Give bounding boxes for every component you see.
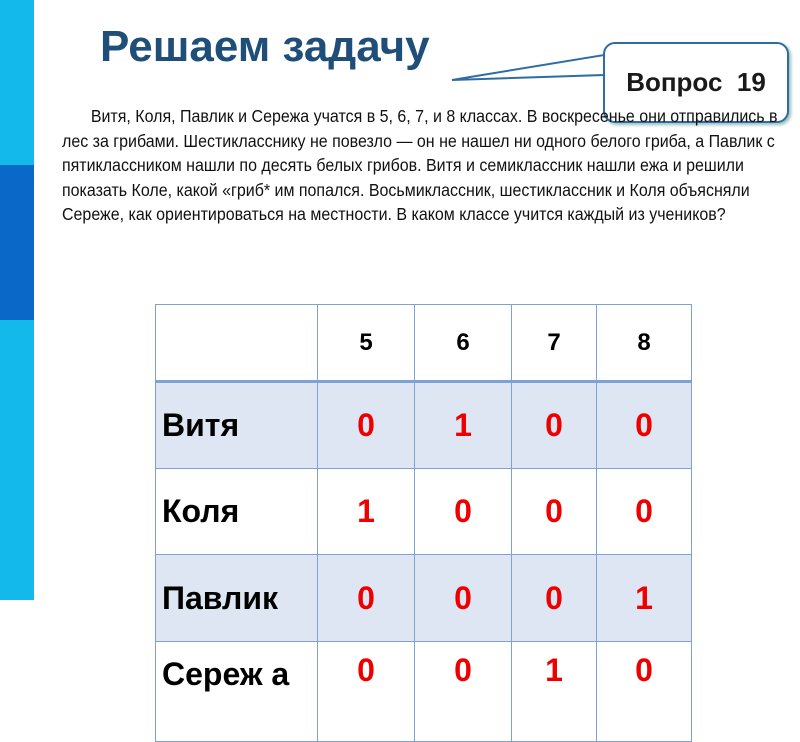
sidebar-stripe-middle — [0, 165, 34, 320]
cell-value: 0 — [318, 642, 415, 742]
problem-paragraph: Витя, Коля, Павлик и Сережа учатся в 5, 6, 7, и 8 классах. В воскресенье они отправились в лес за грибами. Шестикласснику не повезло — он не нашел ни одного белого гриба, а Павлик с пятиклассником нашли по десять белых грибов. Витя и семиклассник нашли ежа и решили показать Коле, какой «гриб* им попался. Восьмиклассник, шестиклассник и Коля объясняли Сереже, как ориентироваться на местности. В каком классе учится каждый из учеников? — [62, 106, 778, 225]
table-row — [156, 555, 692, 642]
sidebar-stripe-bottom — [0, 320, 34, 600]
cell-value: 0 — [512, 469, 597, 555]
cell-value: 0 — [415, 555, 512, 642]
question-number: Вопрос 19 — [626, 67, 766, 97]
cell-value: 1 — [415, 382, 512, 469]
page-title: Решаем задачу — [100, 22, 430, 71]
student-name: Павлик — [156, 555, 318, 642]
student-name: Витя — [156, 382, 318, 469]
problem-text — [62, 104, 783, 227]
cell-value: 0 — [512, 555, 597, 642]
cell-value: 1 — [597, 555, 692, 642]
cell-value: 0 — [512, 382, 597, 469]
header-cell: 7 — [512, 305, 597, 382]
table-row — [156, 469, 692, 555]
cell-value: 1 — [318, 469, 415, 555]
cell-value: 0 — [415, 642, 512, 742]
header-cell: 8 — [597, 305, 692, 382]
cell-value: 1 — [512, 642, 597, 742]
cell-value: 0 — [415, 469, 512, 555]
cell-value: 0 — [318, 382, 415, 469]
header-cell — [156, 305, 318, 382]
table-row — [156, 642, 692, 742]
answer-table — [155, 304, 692, 742]
header-cell: 6 — [415, 305, 512, 382]
cell-value: 0 — [597, 642, 692, 742]
cell-value: 0 — [318, 555, 415, 642]
cell-value: 0 — [597, 382, 692, 469]
table-row — [156, 382, 692, 469]
cell-value: 0 — [597, 469, 692, 555]
student-name: Коля — [156, 469, 318, 555]
table-header-row — [156, 305, 692, 382]
student-name: Сереж а — [156, 642, 318, 742]
header-cell: 5 — [318, 305, 415, 382]
